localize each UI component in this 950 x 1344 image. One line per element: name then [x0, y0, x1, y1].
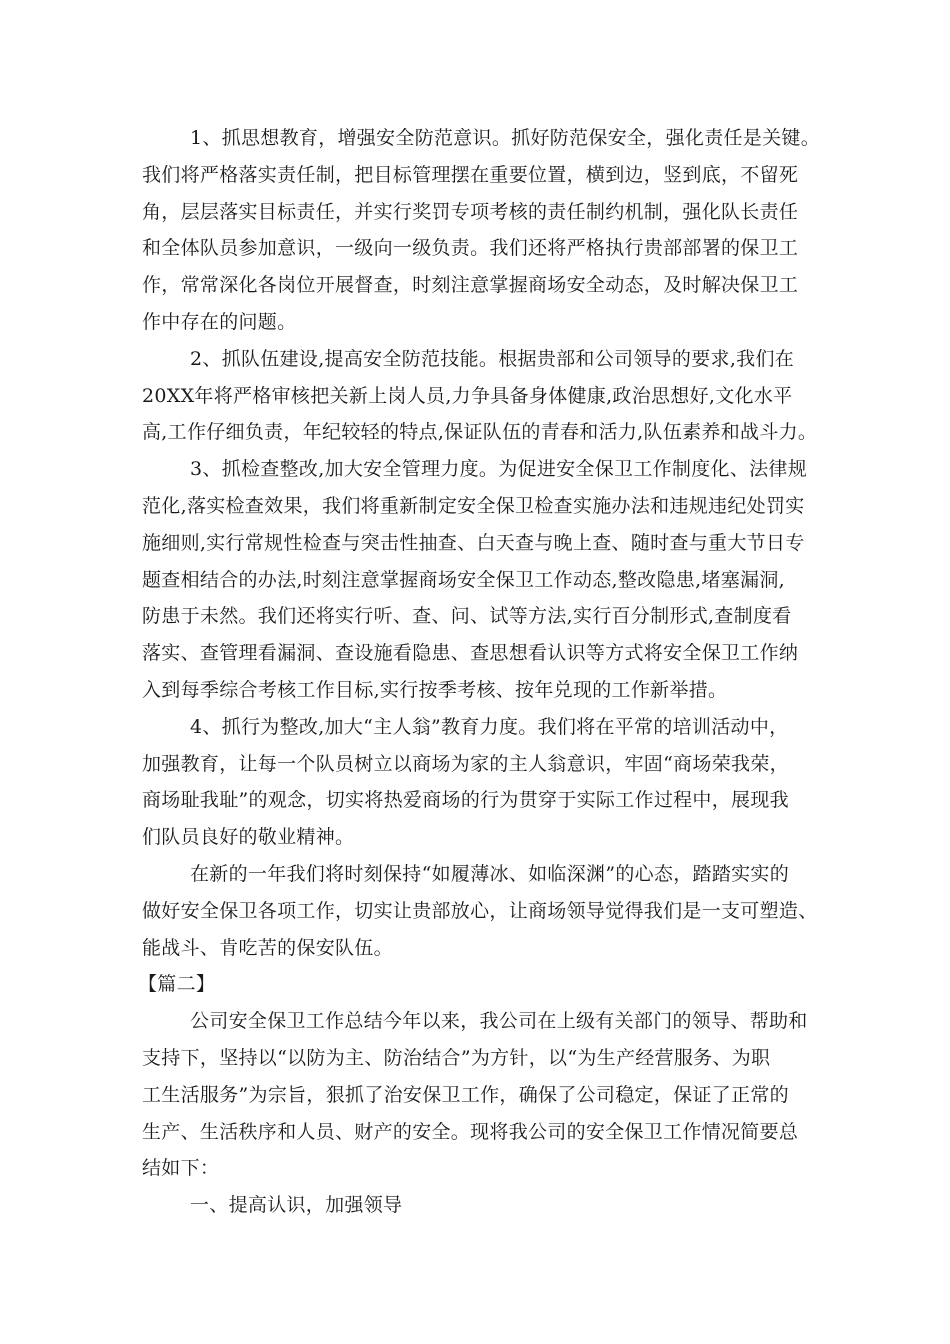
- paragraph-2: [142, 341, 822, 451]
- text-line: 们队员良好的敬业精神。: [142, 826, 355, 849]
- document-body: [138, 120, 822, 1224]
- subsection-heading: 一、提高认识，加强领导: [190, 1194, 403, 1217]
- text-line: 入到每季综合考核工作目标,实行按季考核、按年兑现的工作新举措。: [142, 678, 728, 701]
- text-line: 防患于未然。我们还将实行听、查、问、试等方法,实行百分制形式,查制度看: [142, 605, 792, 628]
- text-line: 结如下：: [142, 1157, 220, 1180]
- text-line: 和全体队员参加意识，一级向一级负责。我们还将严格执行贵部部署的保卫工: [142, 237, 799, 260]
- text-line: 2、抓队伍建设,提高安全防范技能。根据贵部和公司领导的要求,我们在: [190, 347, 795, 370]
- paragraph-6: [142, 1003, 822, 1187]
- paragraph-1: [142, 120, 822, 341]
- text-line: 作，常常深化各岗位开展督查，时刻注意掌握商场安全动态，及时解决保卫工: [142, 274, 799, 297]
- text-line: 题查相结合的办法,时刻注意掌握商场安全保卫工作动态,整改隐患,堵塞漏洞,: [142, 568, 785, 591]
- text-line: 施细则,实行常规性检查与突击性抽查、白天查与晚上查、随时查与重大节日专: [142, 531, 805, 554]
- text-line: 生产、生活秩序和人员、财产的安全。现将我公司的安全保卫工作情况简要总: [142, 1120, 799, 1143]
- paragraph-4: [142, 709, 822, 856]
- text-line: 范化,落实检查效果，我们将重新制定安全保卫检查实施办法和违规违纪处罚实: [142, 494, 805, 517]
- text-line: 加强教育，让每一个队员树立以商场为家的主人翁意识，牢固“商场荣我荣，: [142, 752, 789, 775]
- section-heading: 【篇二】: [138, 973, 216, 996]
- text-line: 支持下，坚持以“以防为主、防治结合”为方针，以“为生产经营服务、为职: [142, 1046, 771, 1069]
- text-line: 4、抓行为整改,加大“主人翁”教育力度。我们将在平常的培训活动中，: [190, 715, 789, 738]
- paragraph-7: [142, 1187, 822, 1224]
- text-line: 公司安全保卫工作总结今年以来，我公司在上级有关部门的领导、帮助和: [190, 1010, 808, 1033]
- text-line: 我们将严格落实责任制，把目标管理摆在重要位置，横到边，竖到底，不留死: [142, 163, 799, 186]
- text-line: 做好安全保卫各项工作，切实让贵部放心，让商场领导觉得我们是一支可塑造、: [142, 899, 818, 922]
- text-line: 能战斗、肯吃苦的保安队伍。: [142, 936, 393, 959]
- text-line: 作中存在的问题。: [142, 310, 297, 333]
- text-line: 在新的一年我们将时刻保持“如履薄冰、如临深渊”的心态，踏踏实实的: [190, 862, 790, 885]
- text-line: 高,工作仔细负责，年纪较轻的特点,保证队伍的青春和活力,队伍素养和战斗力。: [142, 421, 818, 444]
- text-line: 商场耻我耻”的观念，切实将热爱商场的行为贯穿于实际工作过程中，展现我: [142, 789, 789, 812]
- paragraph-3: [142, 451, 822, 709]
- paragraph-5: [142, 856, 822, 966]
- text-line: 1、抓思想教育，增强安全防范意识。抓好防范保安全，强化责任是关键。: [190, 127, 820, 149]
- text-line: 落实、查管理看漏洞、查设施看隐患、查思想看认识等方式将安全保卫工作纳: [142, 642, 799, 665]
- text-line: 工生活服务”为宗旨，狠抓了治安保卫工作，确保了公司稳定，保证了正常的: [142, 1083, 789, 1106]
- text-line: 3、抓检查整改,加大安全管理力度。为促进安全保卫工作制度化、法律规: [190, 458, 808, 481]
- text-line: 20XX年将严格审核把关新上岗人员,力争具备身体健康,政治思想好,文化水平: [142, 384, 793, 407]
- text-line: 角，层层落实目标责任，并实行奖罚专项考核的责任制约机制，强化队长责任: [142, 200, 799, 223]
